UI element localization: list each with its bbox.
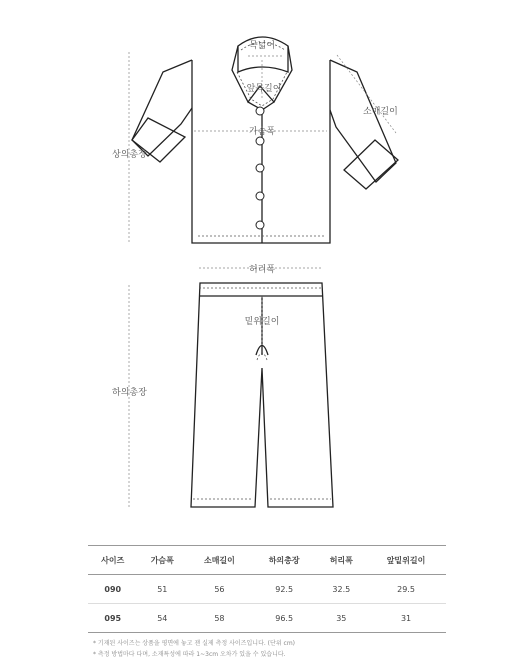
collar-width-label: 목넓이 xyxy=(248,41,276,51)
shirt-buttons xyxy=(256,107,264,229)
lapel-length-label: 앞목길이 xyxy=(246,84,282,94)
size-table xyxy=(88,545,446,633)
table-cell: 51 xyxy=(138,575,188,604)
table-cell: 92.5 xyxy=(252,575,317,604)
column-header: 앞밑위길이 xyxy=(366,546,446,575)
table-cell: 35 xyxy=(317,604,367,633)
button-icon xyxy=(256,221,264,229)
column-header: 소매길이 xyxy=(187,546,252,575)
size-table-header-row xyxy=(88,546,446,575)
table-cell: 095 xyxy=(88,604,138,633)
note-item: * 측정 방법마다 다며, 소재특성에 따라 1~3cm 오차가 있을 수 있습니다. xyxy=(93,651,286,658)
table-cell: 32.5 xyxy=(317,575,367,604)
table-cell: 56 xyxy=(187,575,252,604)
table-row xyxy=(88,575,446,604)
measurement-notes xyxy=(93,638,295,660)
waist-width-label: 허리폭 xyxy=(248,265,276,275)
button-icon xyxy=(256,192,264,200)
button-icon xyxy=(256,164,264,172)
table-cell: 54 xyxy=(138,604,188,633)
button-icon xyxy=(256,107,264,115)
column-header: 하의총장 xyxy=(252,546,317,575)
column-header: 허리폭 xyxy=(317,546,367,575)
table-cell: 58 xyxy=(187,604,252,633)
shirt-drawing xyxy=(132,37,398,243)
top-total-length-label: 상의총장 xyxy=(112,150,147,160)
table-cell: 31 xyxy=(366,604,446,633)
chest-width-label: 가슴폭 xyxy=(248,127,276,137)
table-row xyxy=(88,604,446,633)
bottom-total-length-label: 하의총장 xyxy=(112,388,147,398)
pants-measure-lines xyxy=(129,268,323,508)
note-item: * 기재된 사이즈는 상품을 평면에 놓고 잰 실제 측정 사이즈입니다. (단위 cm) xyxy=(93,640,296,647)
sleeve-length-label: 소매길이 xyxy=(363,107,398,117)
column-header: 사이즈 xyxy=(88,546,138,575)
table-cell: 96.5 xyxy=(252,604,317,633)
table-cell: 29.5 xyxy=(366,575,446,604)
table-cell: 090 xyxy=(88,575,138,604)
button-icon xyxy=(256,137,264,145)
rise-length-label: 밑위길이 xyxy=(244,317,280,327)
column-header: 가슴폭 xyxy=(138,546,188,575)
